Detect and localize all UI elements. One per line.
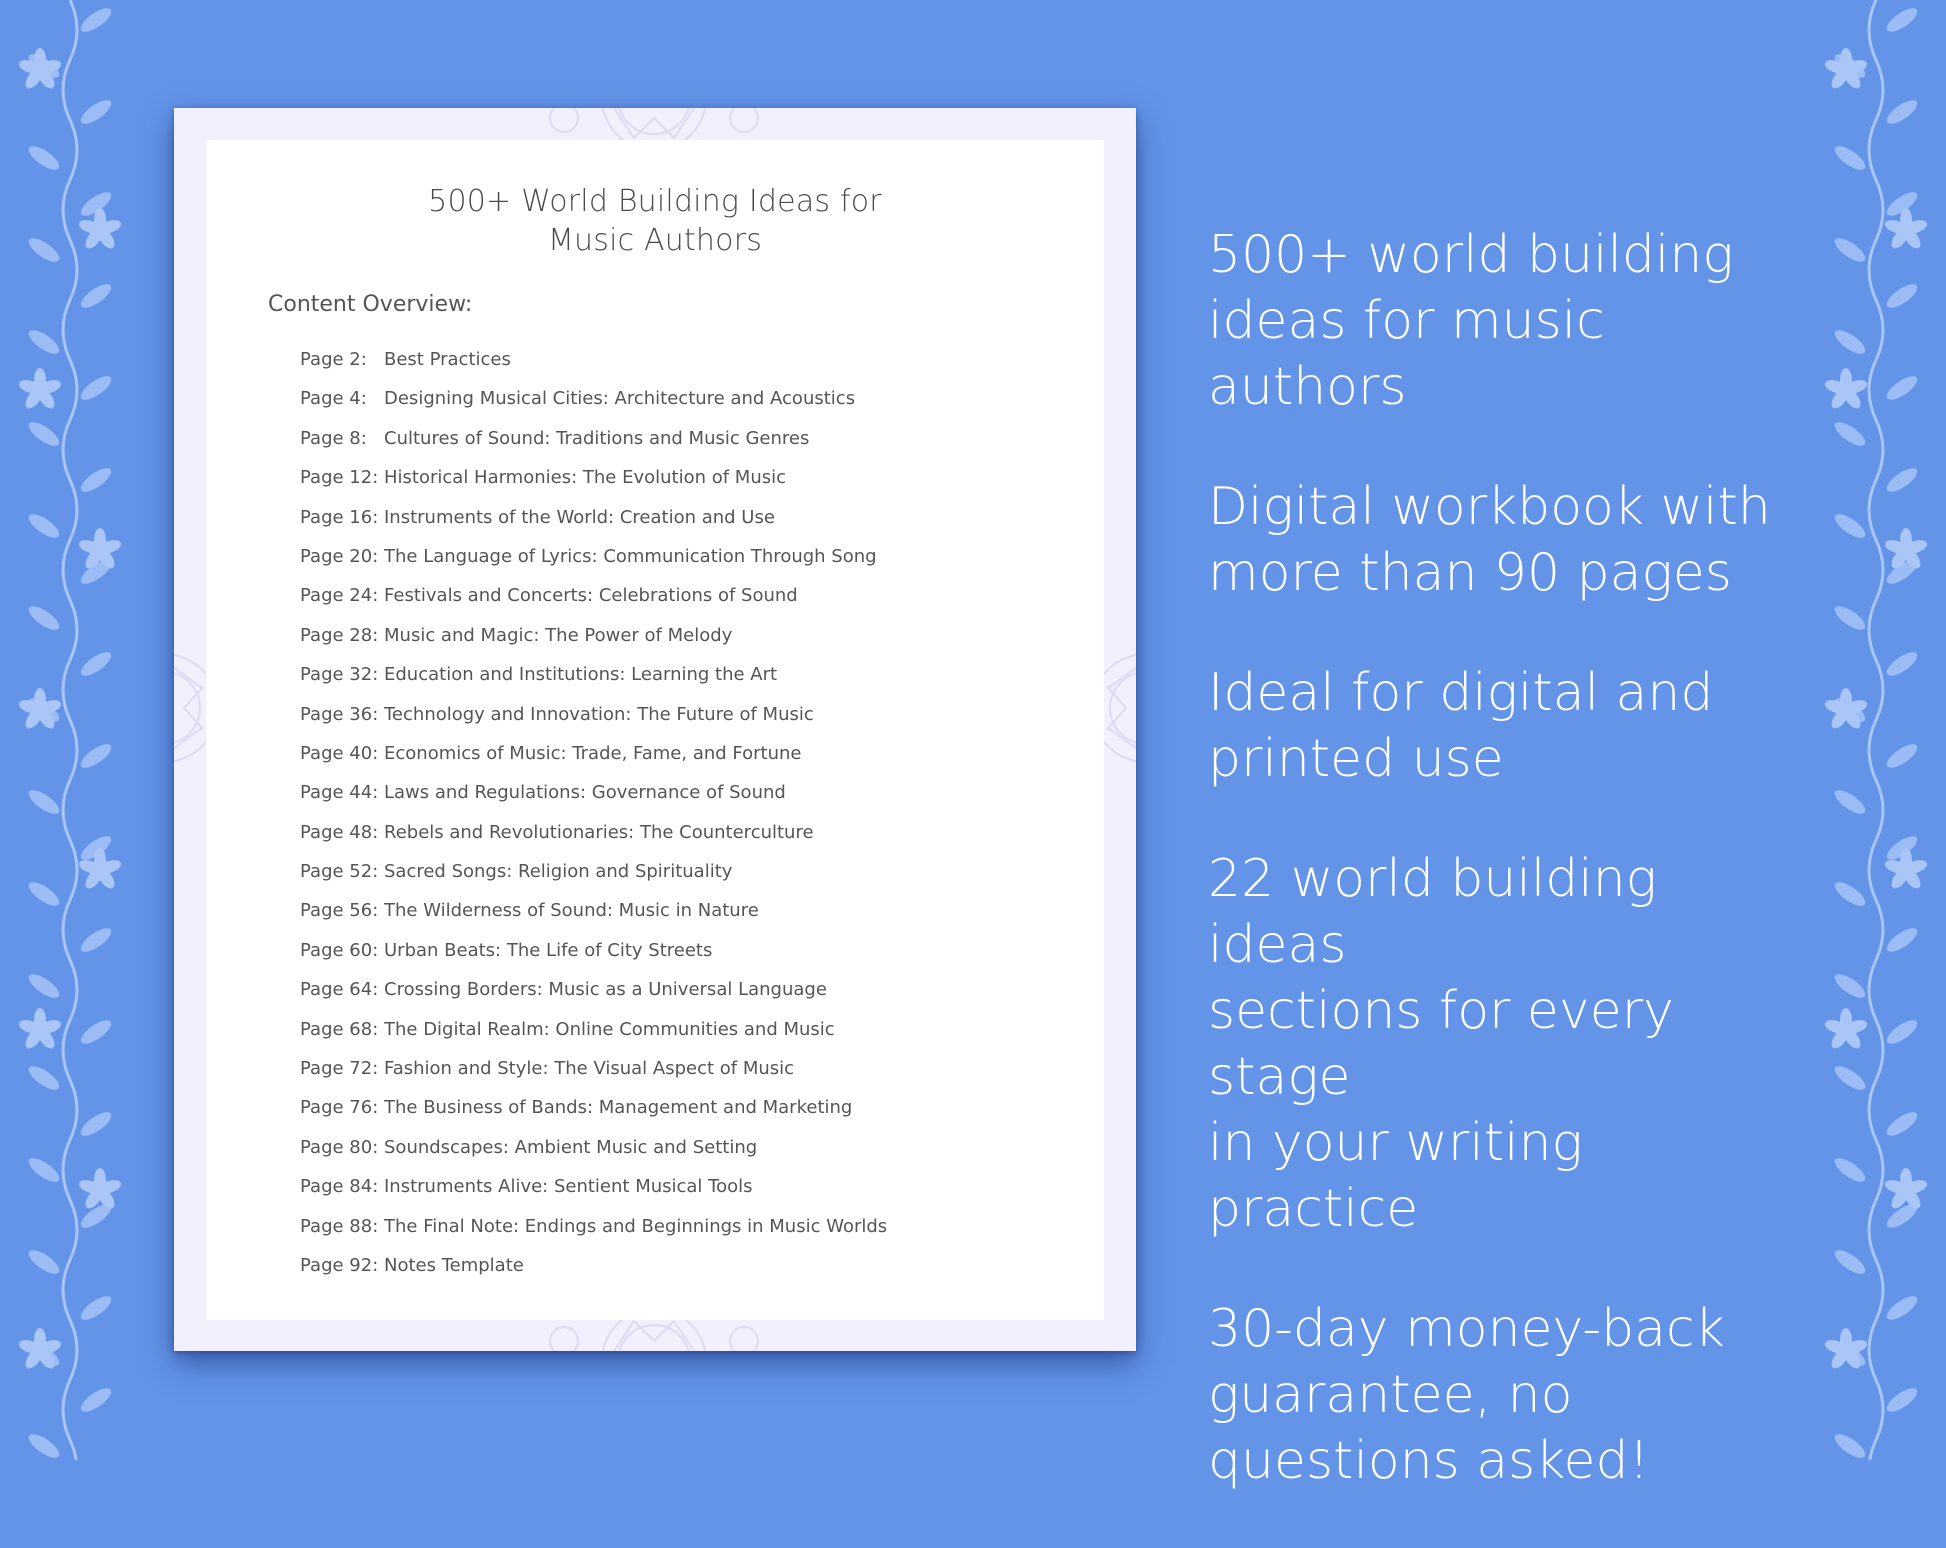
table-of-contents [300, 340, 887, 1285]
toc-item [300, 340, 887, 379]
toc-page-number: Page 80: [300, 1136, 379, 1158]
toc-page-number: Page 8: [300, 427, 367, 449]
vine-leaf [77, 464, 115, 496]
vine-leaf [1831, 234, 1869, 266]
vine-leaf [25, 1062, 63, 1094]
vine-leaf [1831, 602, 1869, 634]
feature-text-line: in your writing practice [1208, 1113, 1583, 1239]
vine-leaf [1831, 970, 1869, 1002]
toc-item [300, 1128, 887, 1167]
feature-text-line: questions asked! [1208, 1431, 1650, 1491]
vine-leaf [77, 924, 115, 956]
vine-leaf [1831, 510, 1869, 542]
vine-leaf [25, 878, 63, 910]
toc-item [300, 1167, 887, 1206]
toc-section-title: Soundscapes: Ambient Music and Setting [384, 1136, 758, 1158]
feature-text-line: ideas for music authors [1208, 291, 1605, 417]
vine-leaf [1883, 740, 1921, 772]
vine-leaf [1831, 878, 1869, 910]
mandala-left-decoration [174, 608, 206, 808]
vine-flower [1883, 1168, 1929, 1211]
toc-page-number: Page 16: [300, 506, 379, 528]
toc-section-title: Best Practices [384, 349, 511, 370]
toc-section-title: Sacred Songs: Religion and Spirituality [384, 861, 733, 883]
toc-item [300, 891, 887, 930]
feature-text-line: Digital workbook with [1208, 477, 1771, 537]
feature-text-line: printed use [1208, 729, 1504, 789]
vine-leaf [25, 1154, 63, 1186]
vine-leaf [25, 786, 63, 818]
vine-leaf [1883, 1292, 1921, 1324]
toc-item [300, 1246, 887, 1285]
vine-leaf [25, 1246, 63, 1278]
toc-page-number: Page 84: [300, 1176, 379, 1198]
document-title [206, 182, 1104, 260]
vine-leaf [25, 418, 63, 450]
toc-section-title: Technology and Innovation: The Future of Music [384, 703, 814, 725]
vine-leaf [1831, 786, 1869, 818]
toc-page-number: Page 68: [300, 1018, 379, 1040]
vine-flower [17, 688, 63, 731]
vine-leaf [25, 1430, 63, 1460]
vine-leaf [77, 1384, 115, 1416]
page-content [206, 140, 1104, 1320]
toc-item [300, 1010, 887, 1049]
vine-leaf [1831, 418, 1869, 450]
toc-page-number: Page 76: [300, 1097, 379, 1119]
vine-leaf [25, 602, 63, 634]
toc-page-number: Page 36: [300, 703, 379, 725]
toc-item [300, 931, 887, 970]
toc-page-number: Page 52: [300, 861, 379, 883]
vine-leaf [1883, 4, 1921, 36]
document-title-line-2: Music Authors [547, 223, 763, 258]
toc-page-number: Page 40: [300, 742, 379, 764]
vine-leaf [77, 4, 115, 36]
feature-text-line: more than 90 pages [1208, 543, 1732, 603]
toc-item [300, 852, 887, 891]
vine-leaf [1883, 464, 1921, 496]
mandala-right-decoration [1104, 608, 1136, 808]
vine-leaf [1831, 1154, 1869, 1186]
feature-item [1208, 846, 1808, 1242]
toc-item [300, 1207, 887, 1246]
vine-leaf [1831, 1246, 1869, 1278]
toc-page-number: Page 24: [300, 585, 379, 607]
toc-section-title: Instruments of the World: Creation and Use [384, 506, 775, 528]
toc-page-number: Page 12: [300, 467, 379, 489]
vine-leaf [77, 740, 115, 772]
workbook-page-preview [174, 108, 1136, 1351]
toc-item [300, 1049, 887, 1088]
vine-leaf [1883, 648, 1921, 680]
feature-item [1208, 474, 1808, 606]
vine-flower [17, 1008, 63, 1051]
vine-leaf [1883, 1108, 1921, 1140]
feature-item [1208, 660, 1808, 792]
toc-item [300, 616, 887, 655]
toc-page-number: Page 48: [300, 821, 379, 843]
toc-item [300, 1088, 887, 1127]
vine-leaf [1883, 372, 1921, 404]
toc-section-title: Designing Musical Cities: Architecture and Acoustics [384, 388, 856, 410]
toc-item [300, 498, 887, 537]
mandala-bottom-decoration [504, 1319, 804, 1351]
feature-text-line: sections for every stage [1208, 981, 1674, 1107]
vine-leaf [1883, 1384, 1921, 1416]
toc-section-title: Notes Template [384, 1254, 524, 1276]
feature-text-line: 500+ world building [1208, 225, 1734, 285]
document-title-line-1: 500+ World Building Ideas for [428, 184, 882, 219]
toc-section-title: Cultures of Sound: Traditions and Music Genres [384, 427, 810, 449]
toc-page-number: Page 64: [300, 979, 379, 1001]
vine-leaf [1831, 1430, 1869, 1460]
toc-page-number: Page 44: [300, 782, 379, 804]
feature-item [1208, 222, 1808, 420]
vine-leaf [25, 510, 63, 542]
vine-leaf [77, 372, 115, 404]
vine-flower [1823, 1008, 1869, 1051]
toc-item [300, 655, 887, 694]
feature-text-line: Ideal for digital and [1208, 663, 1714, 723]
mandala-top-decoration [504, 108, 804, 140]
vine-leaf [1883, 280, 1921, 312]
toc-page-number: Page 72: [300, 1058, 379, 1080]
feature-text-line: 22 world building ideas [1208, 849, 1657, 975]
toc-section-title: The Business of Bands: Management and Marketing [384, 1097, 853, 1119]
floral-vine-left-decoration [0, 0, 140, 1460]
toc-page-number: Page 2: [300, 349, 367, 370]
vine-leaf [1883, 924, 1921, 956]
toc-page-number: Page 32: [300, 664, 379, 686]
vine-flower [1823, 48, 1869, 91]
vine-leaf [1831, 1062, 1869, 1094]
toc-item [300, 379, 887, 418]
toc-item [300, 537, 887, 576]
toc-page-number: Page 56: [300, 900, 379, 922]
toc-page-number: Page 20: [300, 545, 379, 567]
toc-page-number: Page 28: [300, 624, 379, 646]
feature-text-line: 30-day money-back [1208, 1299, 1725, 1359]
content-overview-label: Content Overview: [268, 292, 473, 317]
vine-leaf [77, 1108, 115, 1140]
toc-section-title: Music and Magic: The Power of Melody [384, 624, 733, 646]
toc-page-number: Page 92: [300, 1254, 379, 1276]
vine-leaf [1883, 96, 1921, 128]
toc-section-title: Festivals and Concerts: Celebrations of Sound [384, 585, 798, 607]
vine-leaf [77, 280, 115, 312]
toc-section-title: The Digital Realm: Online Communities and Music [384, 1018, 835, 1040]
vine-leaf [25, 234, 63, 266]
feature-item [1208, 1296, 1808, 1494]
toc-section-title: Economics of Music: Trade, Fame, and Fortune [384, 742, 802, 764]
vine-leaf [1883, 1016, 1921, 1048]
toc-section-title: Fashion and Style: The Visual Aspect of Music [384, 1058, 795, 1080]
toc-item [300, 813, 887, 852]
toc-item [300, 773, 887, 812]
toc-page-number: Page 88: [300, 1215, 379, 1237]
toc-page-number: Page 4: [300, 388, 367, 410]
vine-flower [17, 368, 63, 411]
vine-leaf [25, 326, 63, 358]
toc-section-title: Instruments Alive: Sentient Musical Tools [384, 1176, 753, 1198]
toc-section-title: The Final Note: Endings and Beginnings in Music Worlds [384, 1215, 888, 1237]
toc-section-title: The Language of Lyrics: Communication Through Song [384, 545, 877, 567]
vine-flower [1823, 688, 1869, 731]
toc-item [300, 695, 887, 734]
toc-section-title: Education and Institutions: Learning the Art [384, 664, 778, 686]
toc-item [300, 419, 887, 458]
feature-list [1208, 222, 1808, 1548]
vine-flower [17, 48, 63, 91]
vine-leaf [77, 96, 115, 128]
vine-leaf [77, 1016, 115, 1048]
toc-section-title: Urban Beats: The Life of City Streets [384, 939, 713, 961]
toc-section-title: Rebels and Revolutionaries: The Counterculture [384, 821, 814, 843]
vine-flower [77, 1168, 123, 1211]
toc-section-title: Laws and Regulations: Governance of Sound [384, 782, 786, 804]
toc-section-title: Crossing Borders: Music as a Universal Language [384, 979, 827, 1001]
toc-item [300, 734, 887, 773]
toc-item [300, 458, 887, 497]
vine-leaf [25, 970, 63, 1002]
vine-leaf [1831, 142, 1869, 174]
vine-leaf [77, 1292, 115, 1324]
vine-leaf [77, 648, 115, 680]
vine-leaf [25, 142, 63, 174]
vine-leaf [1831, 326, 1869, 358]
toc-item [300, 576, 887, 615]
toc-page-number: Page 60: [300, 939, 379, 961]
toc-section-title: Historical Harmonies: The Evolution of Music [384, 467, 787, 489]
feature-text-line: guarantee, no [1208, 1365, 1573, 1425]
toc-section-title: The Wilderness of Sound: Music in Nature [384, 900, 759, 922]
vine-flower [1823, 368, 1869, 411]
floral-vine-right-decoration [1806, 0, 1946, 1460]
toc-item [300, 970, 887, 1009]
